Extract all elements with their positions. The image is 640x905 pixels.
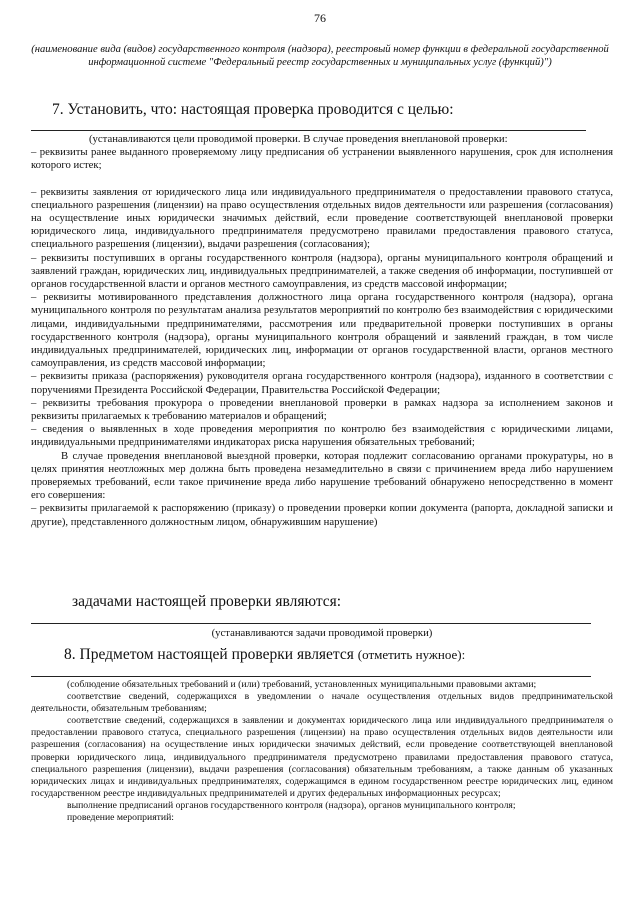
goal-item: – реквизиты приказа (распоряжения) руководителя органа государственного контроля (надзора), изданного в соответствии с поручениями Президента Российской Федерации, Правительства Российской Федерации; xyxy=(31,370,613,396)
control-type-caption: (наименование вида (видов) государственного контроля (надзора), реестровый номер функции в федеральной государственной информационной системе "Федеральный реестр государственных и муниципальных услуг (функций)") xyxy=(31,44,609,68)
section-8-note: (отметить нужное): xyxy=(357,647,466,662)
goal-item: – реквизиты поступивших в органы государственного контроля (надзора), органы муниципального контроля обращений и заявлений граждан, юридических лиц, индивидуальных предпринимателей, а также сведения об информации, поступившей от органов государственной власти и органов местного самоуправления, из средств массовой информации; xyxy=(31,251,613,291)
urgent-inspection-paragraph: В случае проведения внеплановой выездной проверки, которая подлежит согласованию органами прокуратуры, но в целях принятия неотложных мер должна быть проведена незамедлительно в связи с причинением вреда либо нарушением проверяемых требований, если такое причинение вреда либо нарушение требований обнаружено непосредственно в момент его совершения: xyxy=(31,449,613,502)
goal-item: – реквизиты прилагаемой к распоряжению (приказу) о проведении проверки копии документа (рапорта, докладной записки и другие), представленного должностным лицом, обнаружившим нарушение) xyxy=(31,502,613,528)
subject-item: проведение мероприятий: xyxy=(67,812,174,824)
tasks-heading: задачами настоящей проверки являются: xyxy=(72,593,342,610)
subject-item: выполнение предписаний органов государственного контроля (надзора), органов муниципального контроля; xyxy=(67,799,516,811)
goal-item: – реквизиты мотивированного представления должностного лица органа государственного контроля (надзора), органа муниципального контроля по результатам анализа результатов мероприятий по контролю без взаимодействия с юридическими лицами, индивидуальными предпринимателями, рассмотрения или предварительной проверки поступивших в органы государственного контроля (надзора), органы муниципального контроля обращений и заявлений граждан, в том числе индивидуальных предпринимателей, юридических лиц, информации от органов государственной власти, органов местного самоуправления, из средств массовой информации; xyxy=(31,291,613,370)
subject-item: (соблюдение обязательных требований и (или) требований, установленных муниципальными правовыми актами; xyxy=(67,679,537,690)
section-8-heading xyxy=(64,645,465,664)
goal-item: – реквизиты ранее выданного проверяемому лицу предписания об устранении выявленного нарушения, срок для исполнения которого истек; xyxy=(31,146,613,172)
goal-item: – сведения о выявленных в ходе проведения мероприятия по контролю без взаимодействия с юридическими лицами, индивидуальными предпринимателями индикаторах риска нарушения обязательных требований; xyxy=(31,423,613,449)
section-8-title: 8. Предметом настоящей проверки является xyxy=(64,646,354,663)
fill-in-line xyxy=(31,130,586,131)
goals-caption: (устанавливаются цели проводимой проверки. В случае проведения внеплановой проверки: xyxy=(89,133,508,145)
subject-item: соответствие сведений, содержащихся в уведомлении о начале осуществления отдельных видов предпринимательской деятельности, обязательным требованиям; xyxy=(31,691,613,715)
goal-item: – реквизиты заявления от юридического лица или индивидуального предпринимателя о предоставлении правового статуса, специального разрешения (лицензии) на право осуществления отдельных видов деятельности или разрешения (согласования) на осуществление иных юридически значимых действий, если проведение соответствующей внеплановой проверки юридического лица, индивидуального предпринимателя предусмотрено правилами предоставления правового статуса, специального разрешения (лицензии), выдачи разрешения (согласования); xyxy=(31,185,613,251)
goal-item: – реквизиты требования прокурора о проведении внеплановой проверки в рамках надзора за исполнением законов и реквизиты прилагаемых к требованию материалов и обращений; xyxy=(31,396,613,423)
page-number: 76 xyxy=(314,11,326,25)
blank-line xyxy=(31,173,613,186)
fill-in-line xyxy=(31,676,591,677)
tasks-caption: (устанавливаются задачи проводимой проверки) xyxy=(211,627,433,639)
fill-in-line xyxy=(31,623,591,624)
section-7-body xyxy=(31,133,613,529)
section-8-body xyxy=(31,679,613,824)
subject-item: соответствие сведений, содержащихся в заявлении и документах юридического лица или индивидуального предпринимателя о предоставлении правового статуса, специального разрешения (лицензии) на право осуществления отдельных видов деятельности или разрешения (согласования) на осуществление иных юридически значимых действий, если проведение соответствующей внеплановой проверки юридического лица, индивидуального предпринимателя предусмотрено правилами предоставления правового статуса, специального разрешения (лицензии), выдачи разрешения (согласования) обязательным требованиям, а также данным об указанных юридических лицах и индивидуальных предпринимателях, содержащимся в едином государственном реестре юридических лиц, едином государственном реестре индивидуальных предпринимателей и других федеральных информационных ресурсах; xyxy=(31,715,613,799)
section-7-heading: 7. Установить, что: настоящая проверка проводится с целью: xyxy=(52,101,454,118)
